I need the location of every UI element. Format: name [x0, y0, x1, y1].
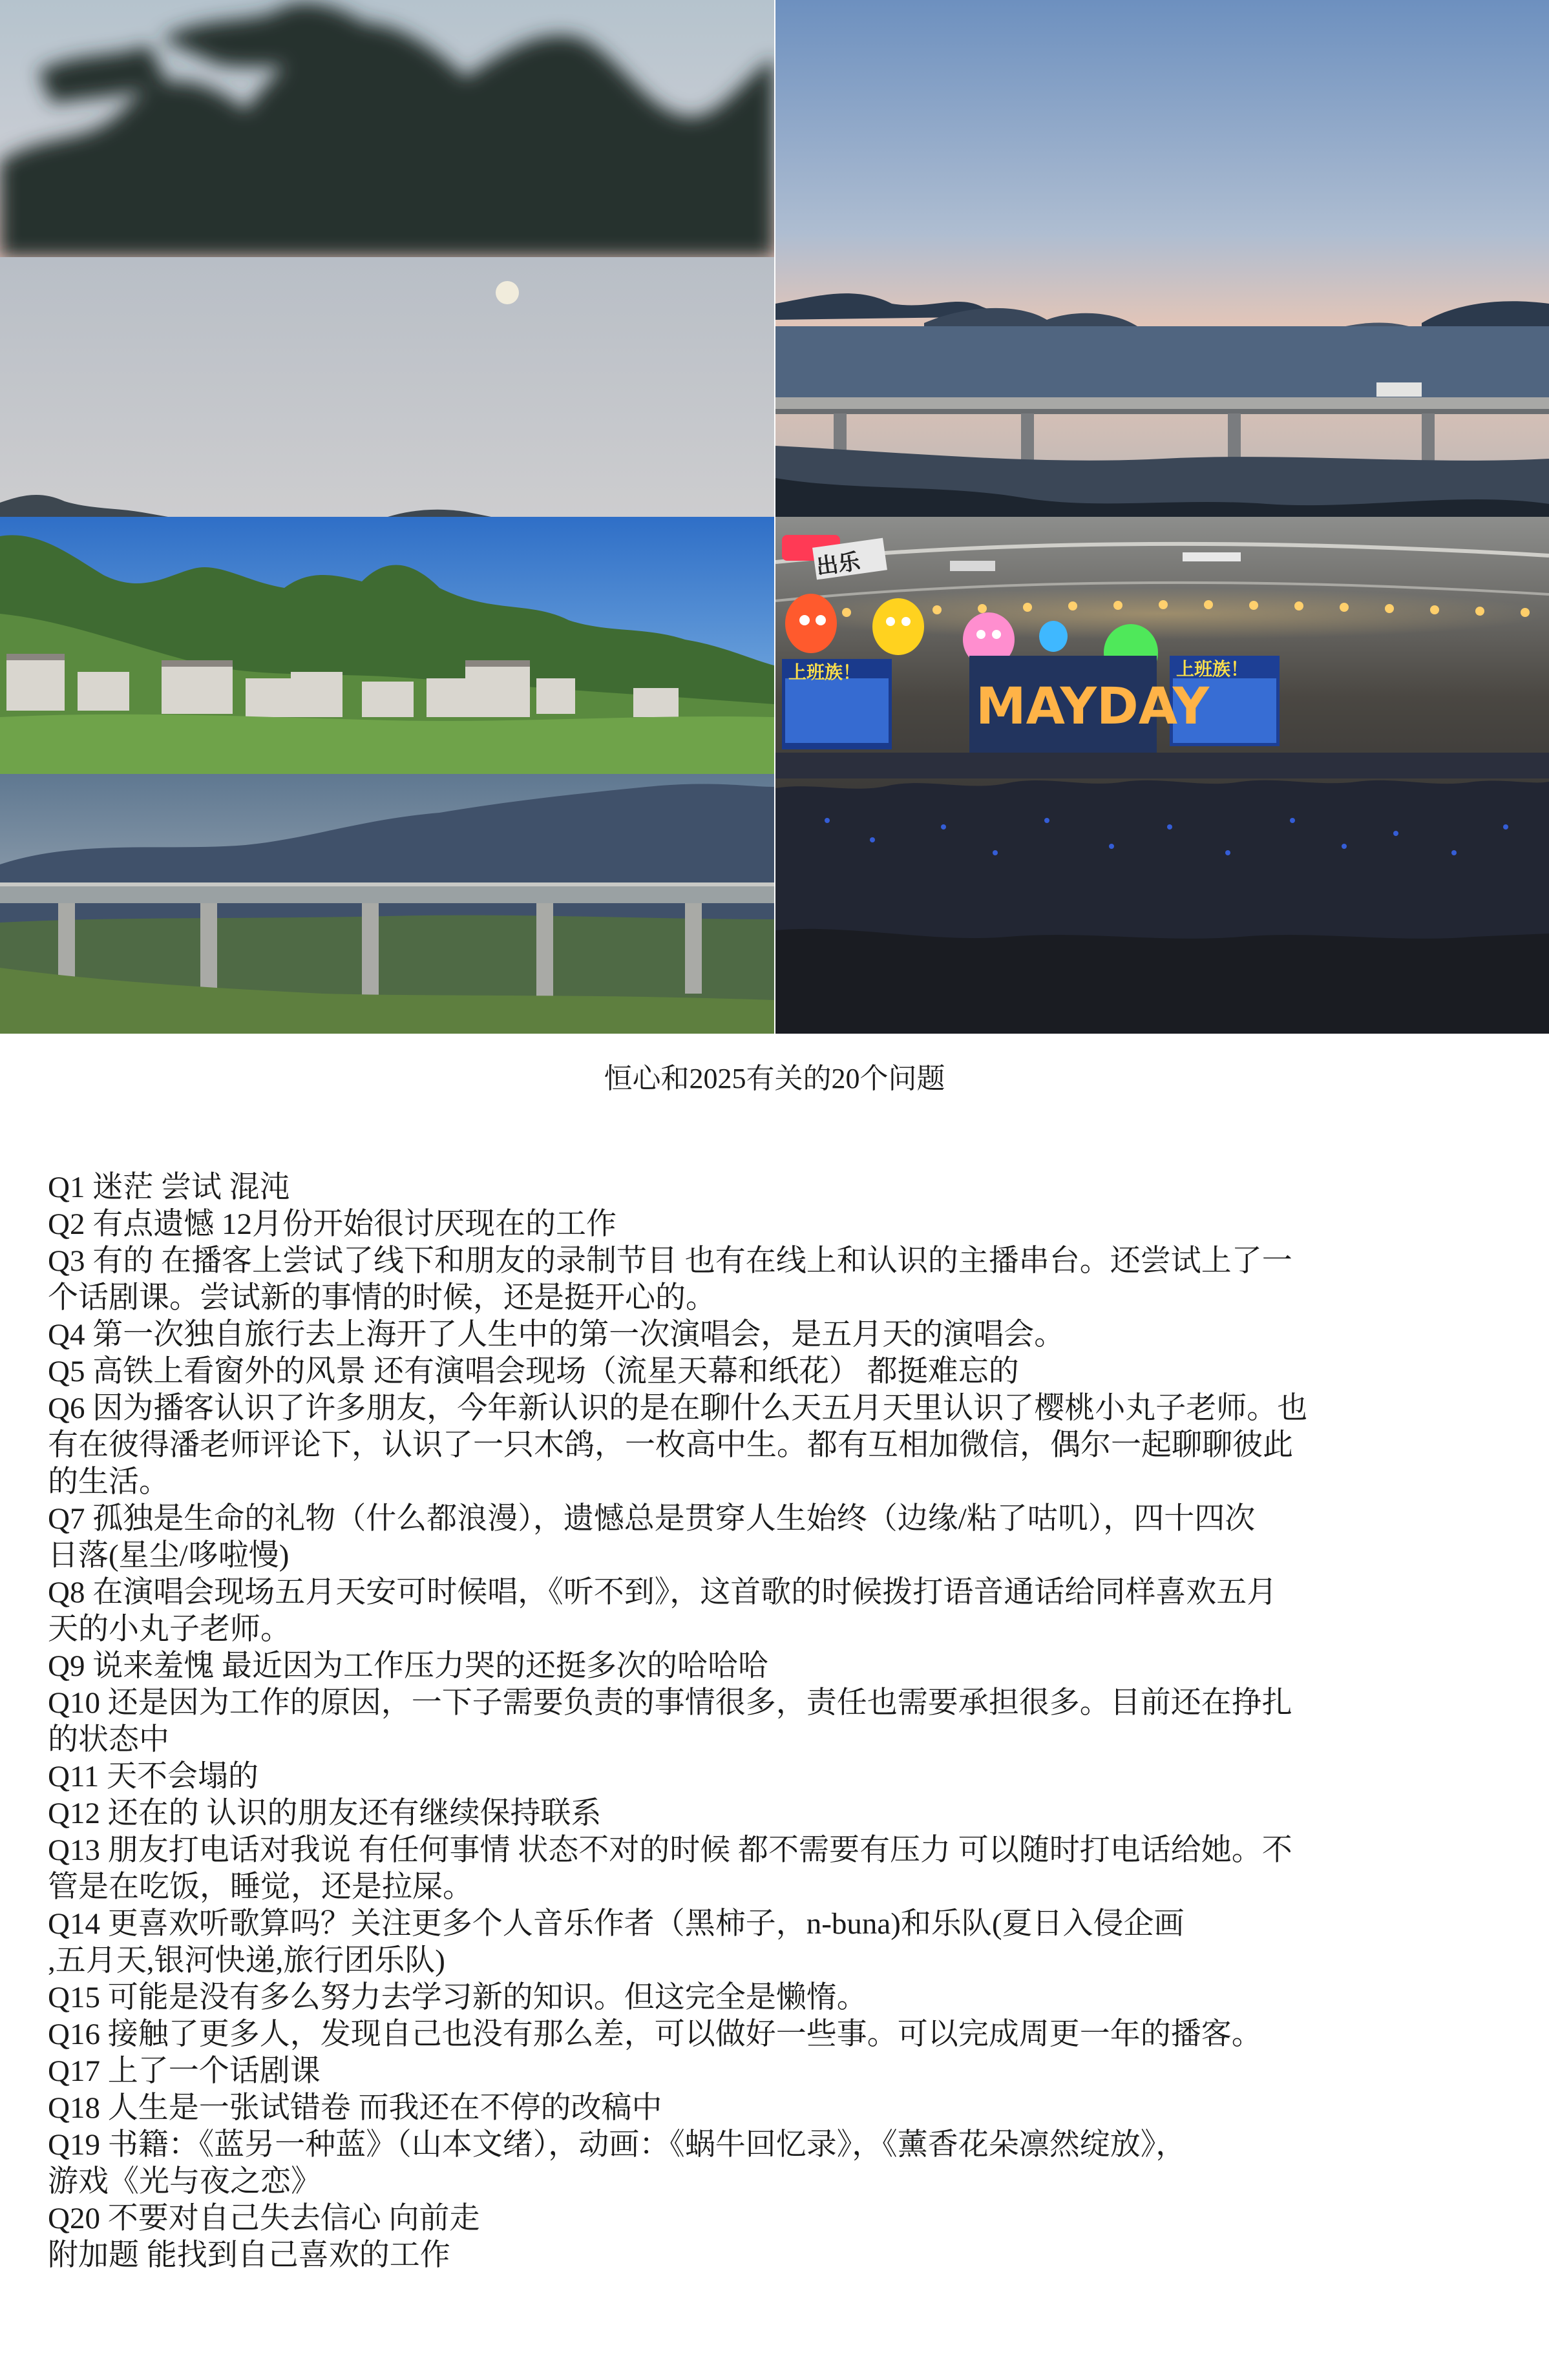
photo-sea-bridge — [775, 0, 1549, 517]
photo-concert-stage — [775, 517, 1549, 1034]
qa-line: 的状态中 — [48, 1723, 169, 1757]
qa-line: Q7 孤独是生命的礼物（什么都浪漫），遗憾总是贯穿人生始终（边缘/粘了咕叽），四十四次 — [48, 1502, 1256, 1536]
qa-line: Q10 还是因为工作的原因，一下子需要负责的事情很多，责任也需要承担很多。目前还在挣扎 — [48, 1686, 1292, 1720]
photo-blurred-trees — [0, 0, 774, 257]
qa-line: Q11 天不会塌的 — [48, 1760, 258, 1793]
qa-line: Q14 更喜欢听歌算吗？关注更多个人音乐作者（黑柿子，n-buna)和乐队(夏日入侵企画 — [48, 1907, 1185, 1941]
qa-line: Q19 书籍：《蓝另一种蓝》（山本文绪），动画：《蜗牛回忆录》，《薰香花朵凛然绽放》， — [48, 2128, 1186, 2162]
left-screen-text: 上班族！ — [788, 662, 861, 683]
qa-line: 管是在吃饭，睡觉，还是拉屎。 — [48, 1870, 473, 1904]
qa-line: 附加题 能找到自己喜欢的工作 — [48, 2239, 450, 2272]
page-title: 恒心和2025有关的20个问题 — [604, 1063, 945, 1094]
qa-line: Q6 因为播客认识了许多朋友，今年新认识的是在聊什么天五月天里认识了樱桃小丸子老师。也 — [48, 1392, 1308, 1425]
qa-line: 有在彼得潘老师评论下，认识了一只木鸽，一枚高中生。都有互相加微信，偶尔一起聊聊彼此 — [48, 1428, 1293, 1462]
qa-line: Q3 有的 在播客上尝试了线下和朋友的录制节目 也有在线上和认识的主播串台。还尝试上了一 — [48, 1244, 1292, 1278]
stage-top-sign: 出乐 — [814, 548, 862, 581]
qa-line: 日落(星尘/哆啦慢) — [48, 1539, 290, 1572]
qa-line: Q15 可能是没有多么努力去学习新的知识。但这完全是懒惰。 — [48, 1981, 867, 2014]
qa-line: Q17 上了一个话剧课 — [48, 2054, 321, 2088]
qa-list — [48, 1169, 1411, 2274]
photo-moon-sky — [0, 257, 774, 517]
qa-line: Q5 高铁上看窗外的风景 还有演唱会现场（流星天幕和纸花） 都挺难忘的 — [48, 1355, 1019, 1388]
qa-line: Q12 还在的 认识的朋友还有继续保持联系 — [48, 1797, 602, 1830]
qa-line: Q4 第一次独自旅行去上海开了人生中的第一次演唱会，是五月天的演唱会。 — [48, 1318, 1065, 1352]
qa-line: 个话剧课。尝试新的事情的时候，还是挺开心的。 — [48, 1281, 716, 1315]
qa-line: Q9 说来羞愧 最近因为工作压力哭的还挺多次的哈哈哈 — [48, 1649, 768, 1683]
right-screen-text: 上班族！ — [1176, 658, 1249, 680]
qa-line: Q16 接触了更多人，发现自己也没有那么差，可以做好一些事。可以完成周更一年的播客。 — [48, 2018, 1262, 2051]
qa-line: Q20 不要对自己失去信心 向前走 — [48, 2202, 480, 2235]
qa-line: Q18 人生是一张试错卷 而我还在不停的改稿中 — [48, 2091, 662, 2125]
qa-line: Q1 迷茫 尝试 混沌 — [48, 1171, 290, 1204]
center-screen-text: MAYDAY — [976, 678, 1210, 736]
photo-viaduct-valley — [0, 774, 774, 1034]
qa-line: 天的小丸子老师。 — [48, 1613, 291, 1646]
qa-line: Q8 在演唱会现场五月天安可时候唱，《听不到》，这首歌的时候拨打语音通话给同样喜欢五月 — [48, 1576, 1278, 1609]
qa-line: 的生活。 — [48, 1465, 169, 1499]
qa-line: ,五月天,银河快递,旅行团乐队) — [48, 1944, 445, 1978]
qa-line: Q2 有点遗憾 12月份开始很讨厌现在的工作 — [48, 1207, 616, 1241]
photo-mountain-village — [0, 517, 774, 774]
qa-line: Q13 朋友打电话对我说 有任何事情 状态不对的时候 都不需要有压力 可以随时打电话给她。不 — [48, 1833, 1292, 1867]
qa-line: 游戏《光与夜之恋》 — [48, 2165, 321, 2198]
